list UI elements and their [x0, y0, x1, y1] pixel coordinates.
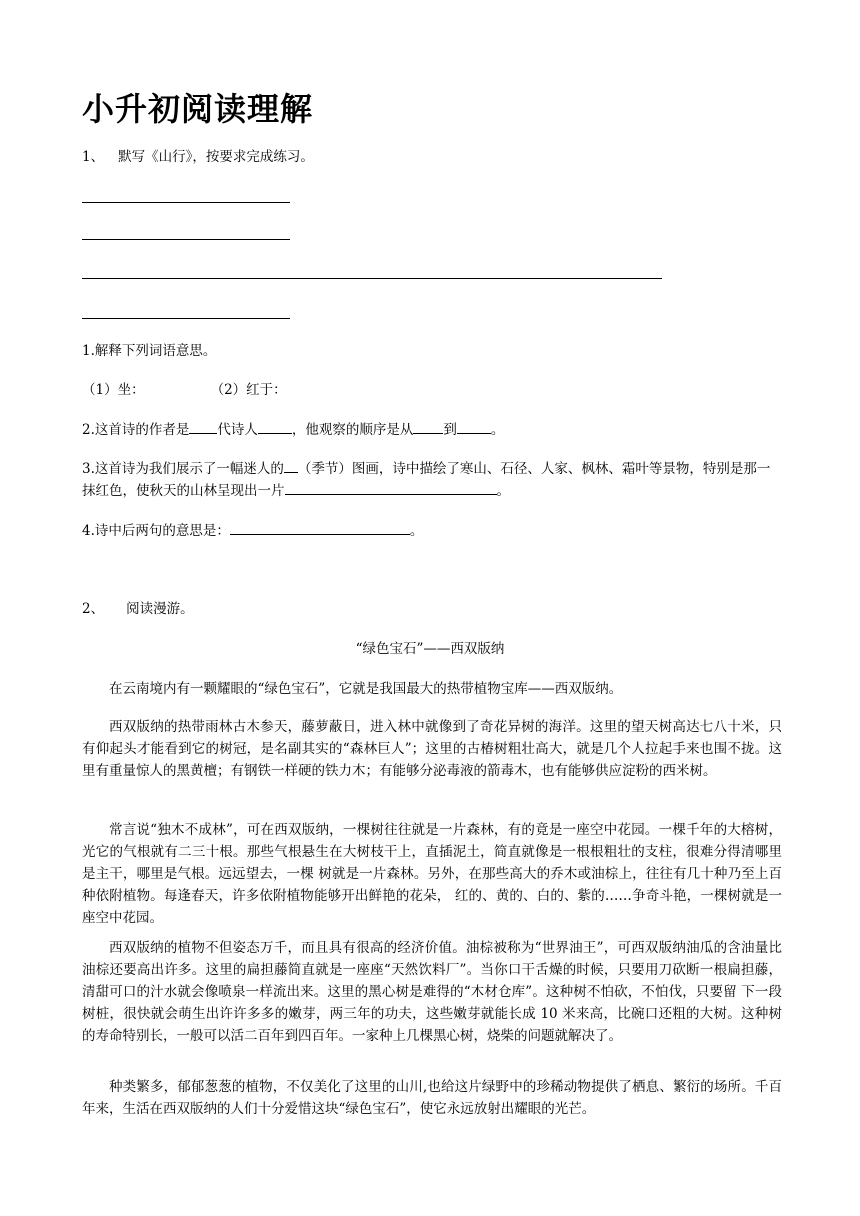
- article-paragraph-4: 西双版纳的植物不但姿态万千，而且具有很高的经济价值。油棕被称为“世界油王”，可西双版纳油瓜的含油量比油棕还要高出许多。这里的扁担藤简直就是一座座“天然饮料厂”。当你口干舌燥的时候，只要用刀砍断一根扁担藤，清甜可口的汁水就会像喷泉一样流出来。这里的黑心树是难得的“木材仓库”。这种树不怕砍，不怕伐，只要留 下一段树桩，很快就会萌生出许许多多的嫩芽，两三年的功夫，这些嫩芽就能长成 10 米来高，比碗口还粗的大树。这种树的寿命特别长，一般可以活二百年到四百年。一家种上几棵黑心树，烧柴的问题就解决了。: [82, 940, 782, 1044]
- q1-sub3-text-2: （季节）图画，诗中描绘了寒山、石径、人家、枫林、霜叶等景物，特别是那一抹红色，使秋天的山林呈现出一片: [82, 461, 771, 499]
- article-title: “绿色宝石”——西双版纳: [355, 641, 505, 657]
- article-paragraph-5: 种类繁多，郁郁葱葱的植物，不仅美化了这里的山川,也给这片绿野中的珍稀动物提供了栖息、繁衍的场所。千百年来，生活在西双版纳的人们十分爱惜这块“绿色宝石”，使它永远放射出耀眼的光芒。: [82, 1079, 782, 1117]
- q1-sub1: 1.解释下列词语意思。: [82, 343, 217, 359]
- q1-sub2-text-3: ，他观察的顺序是从: [291, 422, 414, 438]
- q1-number: 1、: [82, 149, 105, 165]
- q1-heading: [82, 146, 314, 168]
- poem-answer-line-2[interactable]: [82, 239, 290, 240]
- blank-poet[interactable]: [258, 419, 292, 434]
- q1-sub4-text-1: 4.诗中后两句的意思是：: [82, 523, 230, 539]
- article-paragraph-1: 在云南境内有一颗耀眼的“绿色宝石”，它就是我国最大的热带植物宝库——西双版纳。: [109, 681, 623, 697]
- q1-sub1-a: （1）坐：: [82, 382, 145, 398]
- q1-sub2-text-2: 代诗人: [217, 422, 258, 438]
- q1-sub2-text-1: 2.这首诗的作者是: [82, 422, 190, 438]
- q1-sub4: [82, 520, 423, 542]
- poem-answer-line-1[interactable]: [82, 202, 290, 203]
- article-paragraph-3: 常言说“独木不成林”，可在西双版纳，一棵树往往就是一片森林，有的竟是一座空中花园。一棵千年的大榕树，光它的气根就有二三十根。那些气根悬生在大树枝干上，直插泥土，简直就像是一根根粗壮的支柱，很难分得清哪里是主干，哪里是气根。远远望去，一棵 树就是一片森林。另外，在那些高大的乔木或油棕上，往往有几十种乃至上百种依附植物。每逢春天，许多依附植物能够开出鲜艳的花朵， 红的、黄的、白的、紫的……争奇斗艳，一棵树就是一座空中花园。: [82, 822, 782, 926]
- blank-season[interactable]: [284, 458, 298, 473]
- q1-heading-text: 默写《山行》，按要求完成练习。: [118, 149, 314, 165]
- blank-scene[interactable]: [285, 480, 497, 495]
- q1-sub4-text-2: 。: [409, 523, 424, 539]
- article-paragraph-2: 西双版纳的热带雨林古木参天，藤萝蔽日，进入林中就像到了奇花异树的海洋。这里的望天树高达七八十米，只有仰起头才能看到它的树冠，是名副其实的“森林巨人”；这里的古椿树粗壮高大，就是几个人拉起手来也围不拢。这里有重量惊人的黑黄檀；有钢铁一样硬的铁力木；有能够分泌毒液的箭毒木，也有能够供应淀粉的西米树。: [82, 719, 782, 779]
- poem-answer-line-4[interactable]: [82, 318, 290, 319]
- blank-era[interactable]: [189, 419, 217, 434]
- q2-heading-text: 阅读漫游。: [126, 601, 194, 617]
- q1-sub3: [82, 458, 782, 502]
- blank-to[interactable]: [457, 419, 491, 434]
- q2-number: 2、: [82, 601, 105, 617]
- q2-heading: [82, 598, 194, 620]
- poem-answer-line-3[interactable]: [82, 278, 662, 279]
- q1-sub2-text-4: 到: [443, 422, 457, 438]
- q1-sub1-items: [82, 379, 287, 401]
- q1-sub3-text-3: 。: [496, 483, 510, 499]
- q1-sub1-b: （2）红于：: [210, 382, 287, 398]
- blank-from[interactable]: [413, 419, 443, 434]
- q1-sub3-text-1: 3.这首诗为我们展示了一幅迷人的: [82, 461, 284, 477]
- q1-sub2-text-5: 。: [490, 422, 505, 438]
- q1-sub2: [82, 419, 504, 441]
- page-title: 小升初阅读理解: [82, 90, 314, 128]
- blank-meaning[interactable]: [230, 520, 410, 535]
